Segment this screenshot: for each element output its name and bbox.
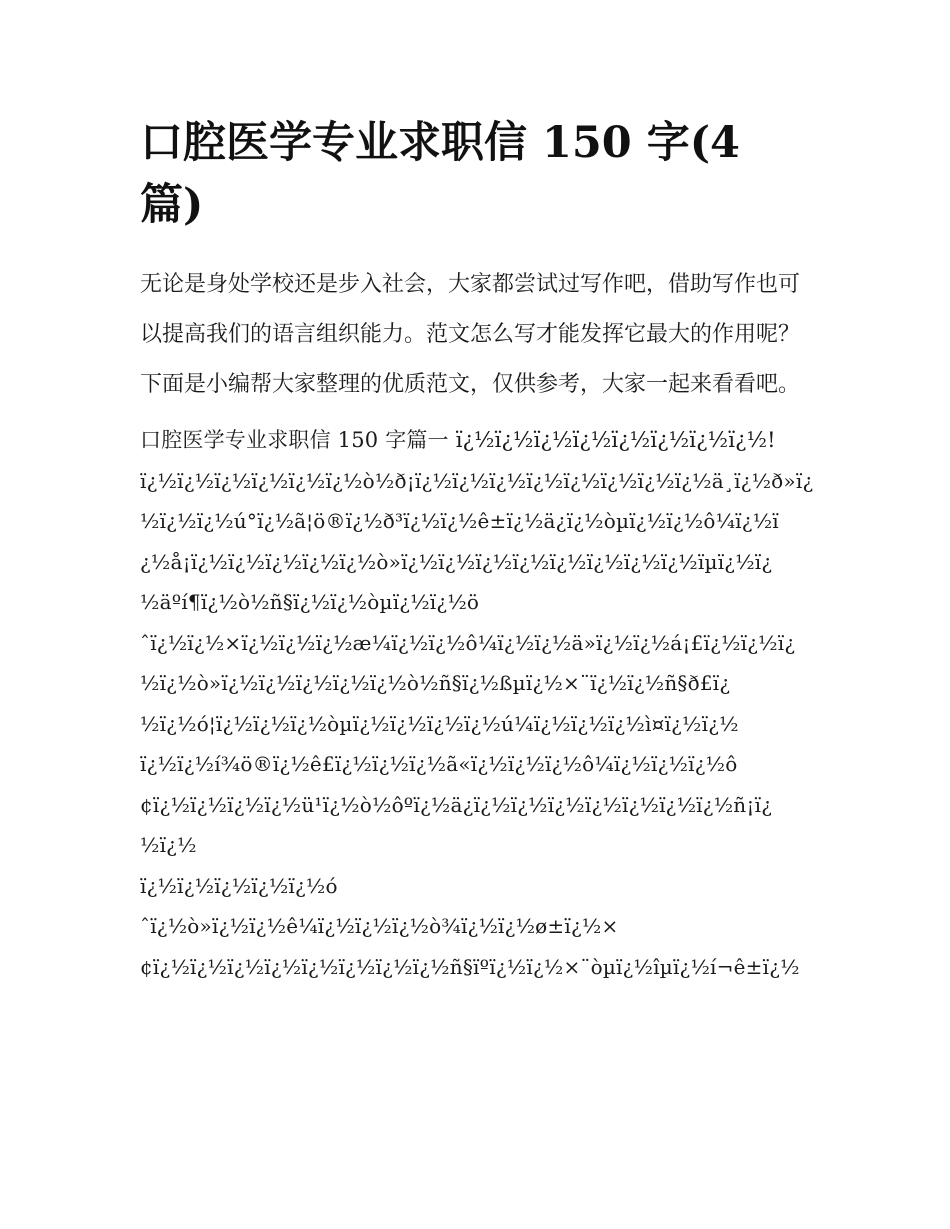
- garbled-body-text: [140, 420, 815, 987]
- intro-paragraph: 无论是身处学校还是步入社会，大家都尝试过写作吧，借助写作也可以提高我们的语言组织能力。范文怎么写才能发挥它最大的作用呢？下面是小编帮大家整理的优质范文，仅供参考，大家一起来看看吧。: [140, 272, 801, 397]
- body-line: ï¿½ï¿½ï¿½ï¿½ï¿½ï¿½ò½ð¡ï¿½ï¿½ï¿½ï¿½ï¿½ï¿½ï¿½ï¿½ä¸ï¿½ð»ï¿: [140, 468, 814, 493]
- document-page: [140, 112, 815, 987]
- body-line: ˆï¿½ï¿½×ï¿½ï¿½ï¿½æ¼ï¿½ï¿½ô¼ï¿½ï¿½ä»ï¿½ï¿½á¡£ï¿½ï¿½ï¿: [140, 630, 796, 655]
- document-title: 口腔医学专业求职信 150 字(4 篇): [140, 118, 740, 230]
- body-line: 口腔医学专业求职信 150 字篇一 ï¿½ï¿½ï¿½ï¿½ï¿½ï¿½ï¿½ï¿½!: [140, 428, 776, 452]
- body-line: ½äºí¶ï¿½ò½ñ§ï¿½ï¿½òµï¿½ï¿½ö: [140, 590, 480, 614]
- body-line: ½ï¿½ó¦ï¿½ï¿½ï¿½òµï¿½ï¿½ï¿½ï¿½ú¼ï¿½ï¿½ï¿½ì¤ï¿½ï¿½: [140, 711, 739, 736]
- body-line: ï¿½ï¿½ï¿½ï¿½ï¿½ó: [140, 873, 338, 898]
- body-line: ½ï¿½: [140, 833, 197, 857]
- body-line: ½ï¿½ï¿½ú°ï¿½ã¦ö®ï¿½ð³ï¿½ï¿½ê±ï¿½ä¿ï¿½òµï¿½ï¿½ô¼ï¿½ï: [140, 509, 779, 533]
- body-line: ¢ï¿½ï¿½ï¿½ï¿½ü¹ï¿½ò½ôºï¿½ä¿ï¿½ï¿½ï¿½ï¿½ï¿½ï¿½ï¿½ñ¡ï¿: [140, 792, 773, 817]
- body-line: ¢ï¿½ï¿½ï¿½ï¿½ï¿½ï¿½ï¿½ï¿½ñ§ïºï¿½ï¿½×¨òµï¿½îµï¿½í¬ê±ï¿½: [140, 954, 800, 979]
- body-line: ˆï¿½ò»ï¿½ï¿½ê¼ï¿½ï¿½ï¿½ò¾ï¿½ï¿½ø±ï¿½×: [140, 914, 619, 938]
- body-line: ½ï¿½ò»ï¿½ï¿½ï¿½ï¿½ï¿½ò½ñ§ï¿½ßµï¿½×¨ï¿½ï¿½ñ§ð£ï¿: [140, 671, 731, 695]
- body-line: ¿½å¡ï¿½ï¿½ï¿½ï¿½ï¿½ò»ï¿½ï¿½ï¿½ï¿½ï¿½ï¿½ï¿½ï¿½ïµï¿½ï¿: [140, 549, 773, 574]
- body-line: ï¿½ï¿½í¾ö®ï¿½ê£ï¿½ï¿½ï¿½ã«ï¿½ï¿½ï¿½ô¼ï¿½ï¿½ï¿½ô: [140, 752, 738, 776]
